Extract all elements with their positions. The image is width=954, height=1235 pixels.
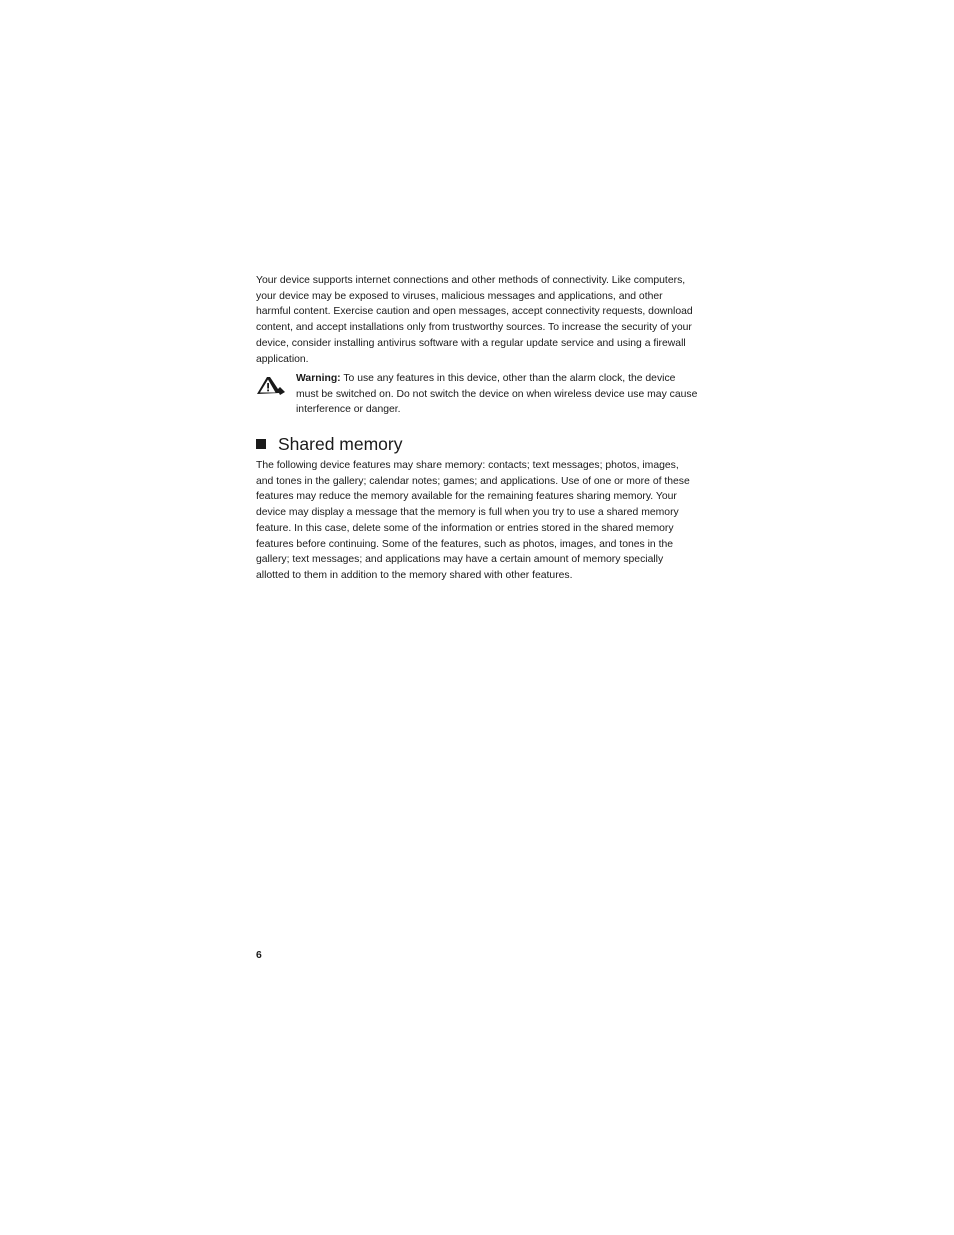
section-heading <box>256 432 698 456</box>
square-bullet-icon <box>256 439 266 449</box>
warning-icon <box>256 374 286 396</box>
shared-memory-paragraph: The following device features may share memory: contacts; text messages; photos, images, and tones in the gallery; calendar notes; games; and applications. Use of one or more of these features may reduce the memory available for the remaining features sharing memory. Your device may display a message that the memory is full when you try to use a shared memory feature. In this case, delete some of the information or entries stored in the shared memory features before continuing. Some of the features, such as photos, images, and tones in the gallery; text messages; and applications may have a certain amount of memory specially allotted to them in addition to the memory shared with other features. <box>256 460 690 581</box>
section-title: Shared memory <box>278 434 403 454</box>
page-number: 6 <box>256 950 262 961</box>
warning-label: Warning: <box>296 373 341 384</box>
warning-body: To use any features in this device, other than the alarm clock, the device must be switched on. Do not switch the device on when wireless device use may cause interference or danger. <box>296 373 698 416</box>
intro-paragraph: Your device supports internet connections and other methods of connectivity. Like computers, your device may be exposed to viruses, malicious messages and applications, and other harmful content. Exercise caution and open messages, accept connectivity requests, download content, and accept installations only from trustworthy sources. To increase the security of your device, consider installing antivirus software with a regular update service and using a firewall application. <box>256 275 693 365</box>
warning-text <box>296 371 698 418</box>
